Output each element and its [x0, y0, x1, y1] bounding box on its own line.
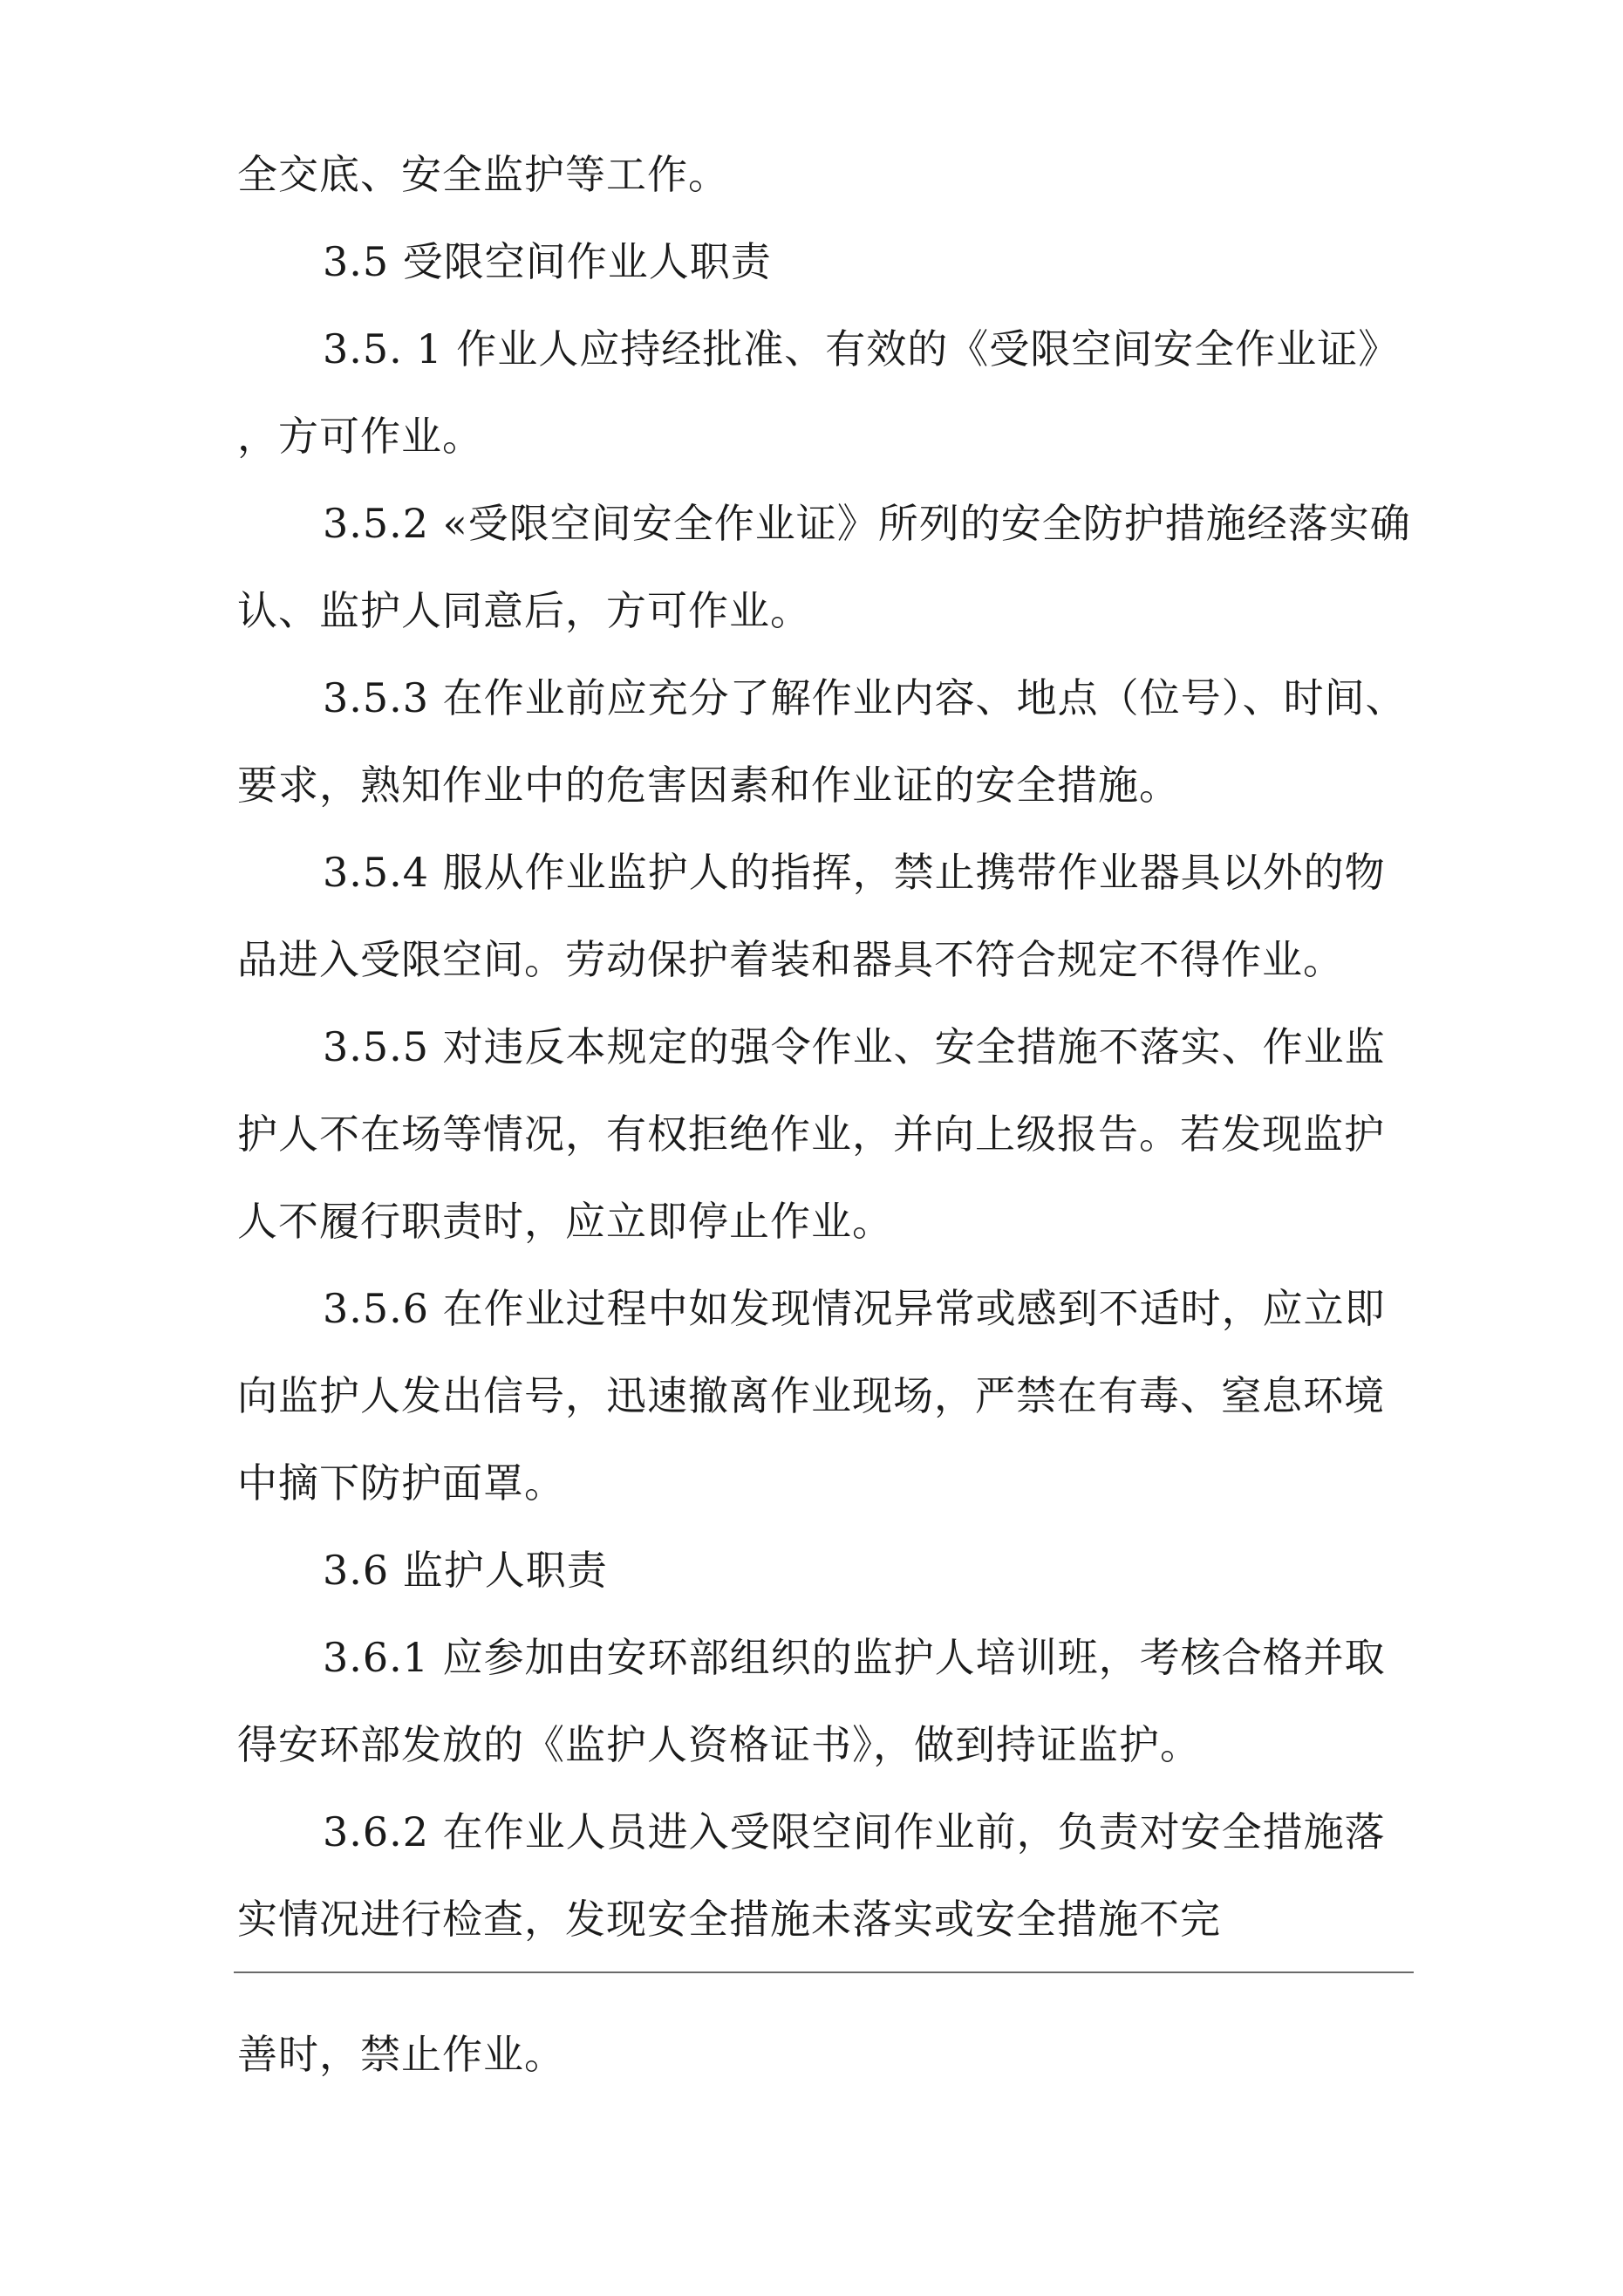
paragraph-line: ，方可作业。	[237, 413, 483, 460]
paragraph-line: 3.5.6 在作业过程中如发现情况异常或感到不适时，应立即	[323, 1285, 1386, 1332]
section-heading-3-5: 3.5 受限空间作业人职责	[323, 238, 772, 285]
paragraph-line: 人不履行职责时，应立即停止作业。	[237, 1198, 893, 1245]
paragraph-line: 3.5.4 服从作业监护人的指挥，禁止携带作业器具以外的物	[323, 849, 1386, 896]
page-divider	[234, 1971, 1414, 1973]
paragraph-line: 认、监护人同意后，方可作业。	[237, 587, 811, 634]
paragraph-line: 中摘下防护面罩。	[237, 1459, 565, 1507]
paragraph-line: 实情况进行检查，发现安全措施未落实或安全措施不完	[237, 1896, 1221, 1943]
paragraph-line: 3.5.5 对违反本规定的强令作业、安全措施不落实、作业监	[323, 1023, 1386, 1070]
section-heading-3-6: 3.6 监护人职责	[323, 1547, 608, 1594]
paragraph-line: 善时，禁止作业。	[237, 2031, 565, 2078]
paragraph-line: 要求，熟知作业中的危害因素和作业证的安全措施。	[237, 762, 1180, 809]
paragraph-line: 品进入受限空间。劳动保护着装和器具不符合规定不得作业。	[237, 936, 1344, 983]
paragraph-line: 向监护人发出信号，迅速撤离作业现场，严禁在有毒、窒息环境	[237, 1372, 1385, 1419]
paragraph-line: 3.5.3 在作业前应充分了解作业内容、地点（位号）、时间、	[323, 674, 1407, 721]
text-line: 全交底、安全监护等工作。	[237, 151, 729, 198]
paragraph-line: 护人不在场等情况，有权拒绝作业，并向上级报告。若发现监护	[237, 1110, 1385, 1158]
paragraph-line: 得安环部发放的《监护人资格证书》，做到持证监护。	[237, 1721, 1201, 1768]
paragraph-line: 3.6.1 应参加由安环部组织的监护人培训班，考核合格并取	[323, 1634, 1386, 1681]
paragraph-line: 3.5. 1 作业人应持经批准、有效的《受限空间安全作业证》	[323, 325, 1400, 372]
paragraph-line: 3.5.2 «受限空间安全作业证》所列的安全防护措施经落实确	[323, 500, 1411, 547]
paragraph-line: 3.6.2 在作业人员进入受限空间作业前，负责对安全措施落	[323, 1808, 1386, 1855]
